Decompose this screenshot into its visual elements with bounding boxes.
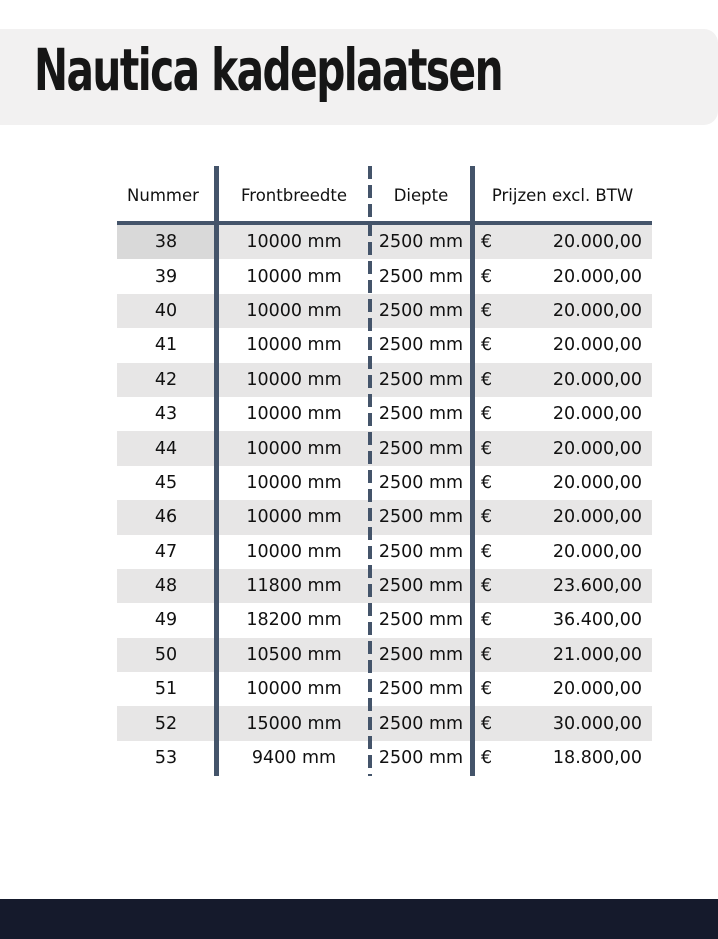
cell-depth: 2500 mm bbox=[378, 472, 464, 493]
cell-price: 20.000,00 bbox=[552, 438, 642, 459]
cell-number: 39 bbox=[154, 266, 178, 287]
cell-currency: € bbox=[481, 232, 493, 253]
cell-front-width: 10000 mm bbox=[246, 438, 342, 459]
cell-currency: € bbox=[481, 507, 493, 528]
table-row bbox=[117, 259, 652, 293]
cell-number: 48 bbox=[154, 576, 178, 597]
cell-price: 20.000,00 bbox=[552, 507, 642, 528]
cell-front-width: 10000 mm bbox=[246, 335, 342, 356]
cell-depth: 2500 mm bbox=[378, 404, 464, 425]
header-width: Frontbreedte bbox=[240, 186, 348, 205]
cell-price: 20.000,00 bbox=[552, 266, 642, 287]
cell-front-width: 10000 mm bbox=[246, 300, 342, 321]
table-row bbox=[117, 706, 652, 740]
cell-depth: 2500 mm bbox=[378, 644, 464, 665]
cell-price: 20.000,00 bbox=[552, 679, 642, 700]
cell-depth: 2500 mm bbox=[378, 576, 464, 597]
column-divider bbox=[214, 166, 219, 776]
cell-number: 47 bbox=[154, 541, 178, 562]
cell-price: 36.400,00 bbox=[552, 610, 642, 631]
cell-price: 20.000,00 bbox=[552, 541, 642, 562]
table-row bbox=[117, 535, 652, 569]
cell-depth: 2500 mm bbox=[378, 507, 464, 528]
cell-front-width: 10000 mm bbox=[246, 232, 342, 253]
cell-depth: 2500 mm bbox=[378, 300, 464, 321]
table-row bbox=[117, 603, 652, 637]
table-header bbox=[117, 166, 652, 224]
cell-depth: 2500 mm bbox=[378, 610, 464, 631]
cell-currency: € bbox=[481, 644, 493, 665]
page-title: Nautica kadeplaatsen bbox=[34, 36, 502, 104]
column-divider-dashed bbox=[368, 166, 372, 776]
cell-currency: € bbox=[481, 300, 493, 321]
cell-number: 42 bbox=[154, 369, 178, 390]
cell-number: 44 bbox=[154, 438, 178, 459]
cell-currency: € bbox=[481, 369, 493, 390]
footer-bar bbox=[0, 899, 718, 939]
cell-currency: € bbox=[481, 404, 493, 425]
cell-front-width: 10000 mm bbox=[246, 679, 342, 700]
cell-price: 20.000,00 bbox=[552, 404, 642, 425]
cell-depth: 2500 mm bbox=[378, 438, 464, 459]
table-row bbox=[117, 328, 652, 362]
cell-number: 45 bbox=[154, 472, 178, 493]
cell-number: 38 bbox=[117, 225, 215, 259]
cell-price: 20.000,00 bbox=[552, 300, 642, 321]
header-number: Nummer bbox=[127, 186, 199, 205]
cell-depth: 2500 mm bbox=[378, 713, 464, 734]
cell-number: 52 bbox=[154, 713, 178, 734]
cell-depth: 2500 mm bbox=[378, 369, 464, 390]
header-price: Prijzen excl. BTW bbox=[491, 186, 634, 205]
cell-depth: 2500 mm bbox=[378, 232, 464, 253]
table-row bbox=[117, 294, 652, 328]
cell-front-width: 10000 mm bbox=[246, 404, 342, 425]
cell-currency: € bbox=[481, 576, 493, 597]
table-row bbox=[117, 431, 652, 465]
cell-front-width: 9400 mm bbox=[251, 748, 337, 769]
cell-front-width: 10000 mm bbox=[246, 369, 342, 390]
table-row bbox=[117, 466, 652, 500]
cell-price: 20.000,00 bbox=[552, 335, 642, 356]
table-row bbox=[117, 638, 652, 672]
cell-depth: 2500 mm bbox=[378, 748, 464, 769]
cell-number: 40 bbox=[154, 300, 178, 321]
cell-currency: € bbox=[481, 541, 493, 562]
cell-depth: 2500 mm bbox=[378, 679, 464, 700]
cell-front-width: 10000 mm bbox=[246, 472, 342, 493]
cell-front-width: 11800 mm bbox=[246, 576, 342, 597]
cell-number: 46 bbox=[154, 507, 178, 528]
table-row bbox=[117, 672, 652, 706]
table-row bbox=[117, 569, 652, 603]
cell-front-width: 10000 mm bbox=[246, 507, 342, 528]
cell-price: 18.800,00 bbox=[552, 748, 642, 769]
cell-front-width: 10000 mm bbox=[246, 541, 342, 562]
cell-price: 23.600,00 bbox=[552, 576, 642, 597]
cell-price: 30.000,00 bbox=[552, 713, 642, 734]
header-depth: Diepte bbox=[393, 186, 449, 205]
cell-currency: € bbox=[481, 679, 493, 700]
table-row bbox=[117, 397, 652, 431]
cell-front-width: 18200 mm bbox=[246, 610, 342, 631]
table-row bbox=[117, 363, 652, 397]
cell-currency: € bbox=[481, 266, 493, 287]
cell-price: 21.000,00 bbox=[552, 644, 642, 665]
table-row bbox=[117, 741, 652, 775]
cell-number: 50 bbox=[154, 644, 178, 665]
cell-price: 20.000,00 bbox=[552, 232, 642, 253]
cell-number: 51 bbox=[154, 679, 178, 700]
cell-currency: € bbox=[481, 713, 493, 734]
cell-currency: € bbox=[481, 748, 493, 769]
cell-number: 53 bbox=[154, 748, 178, 769]
cell-number: 41 bbox=[154, 335, 178, 356]
cell-number: 43 bbox=[154, 404, 178, 425]
cell-front-width: 10000 mm bbox=[246, 266, 342, 287]
cell-depth: 2500 mm bbox=[378, 335, 464, 356]
cell-number: 49 bbox=[154, 610, 178, 631]
cell-currency: € bbox=[481, 335, 493, 356]
cell-depth: 2500 mm bbox=[378, 266, 464, 287]
cell-currency: € bbox=[481, 610, 493, 631]
cell-currency: € bbox=[481, 438, 493, 459]
table-row bbox=[117, 225, 652, 259]
table-body bbox=[117, 225, 652, 775]
cell-price: 20.000,00 bbox=[552, 472, 642, 493]
column-divider bbox=[470, 166, 475, 776]
table-row bbox=[117, 500, 652, 534]
cell-front-width: 10500 mm bbox=[246, 644, 342, 665]
price-table bbox=[117, 166, 652, 776]
cell-currency: € bbox=[481, 472, 493, 493]
cell-depth: 2500 mm bbox=[378, 541, 464, 562]
cell-price: 20.000,00 bbox=[552, 369, 642, 390]
cell-front-width: 15000 mm bbox=[246, 713, 342, 734]
